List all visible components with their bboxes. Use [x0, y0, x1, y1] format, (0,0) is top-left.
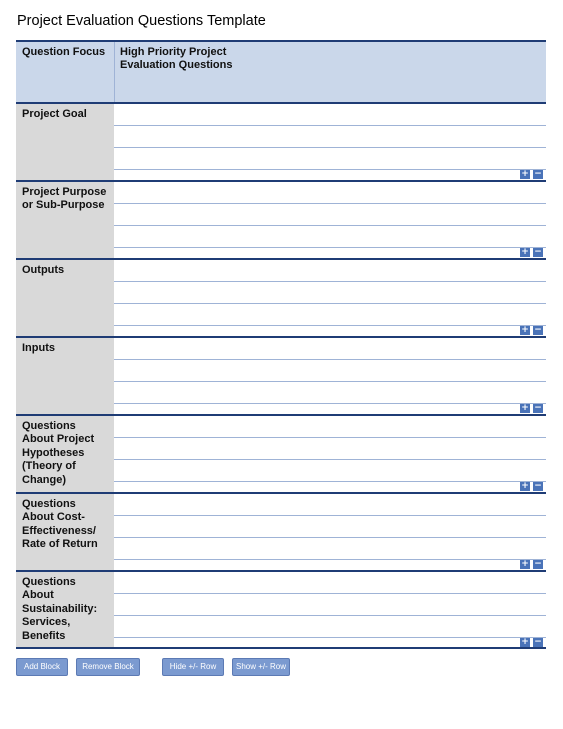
question-focus-cell	[16, 104, 114, 180]
question-focus-label	[22, 498, 98, 552]
question-focus-label-line: About	[22, 589, 54, 602]
question-focus-label-line: About Cost-	[22, 511, 85, 524]
question-block	[16, 570, 546, 648]
remove-row-button[interactable]: −	[534, 325, 542, 335]
question-focus-label-line: Questions	[22, 576, 76, 588]
question-row-divider	[114, 247, 546, 248]
add-row-button[interactable]: +	[521, 403, 529, 413]
question-lines-cell[interactable]	[114, 104, 546, 180]
question-focus-label	[22, 576, 97, 643]
add-row-button[interactable]: +	[521, 247, 529, 257]
question-row-divider	[114, 203, 546, 204]
question-row-divider	[114, 381, 546, 382]
question-focus-cell	[16, 416, 114, 492]
question-focus-label	[22, 186, 106, 213]
row-controls	[520, 170, 543, 179]
question-row-divider	[114, 325, 546, 326]
question-focus-cell	[16, 182, 114, 258]
remove-row-button[interactable]: −	[534, 247, 542, 257]
table-bottom-border	[16, 647, 546, 649]
question-row-divider	[114, 515, 546, 516]
remove-row-button[interactable]: −	[534, 481, 542, 491]
question-block	[16, 492, 546, 570]
remove-row-button[interactable]: −	[534, 403, 542, 413]
question-row-divider	[114, 225, 546, 226]
question-lines-cell[interactable]	[114, 494, 546, 570]
question-focus-label-line: Rate of Return	[22, 538, 98, 551]
question-row-divider	[114, 437, 546, 438]
question-focus-cell	[16, 494, 114, 570]
header-label-line-1: High Priority Project	[120, 46, 227, 58]
question-focus-cell	[16, 260, 114, 336]
question-focus-label-line: About Project	[22, 433, 95, 446]
row-controls	[520, 404, 543, 413]
question-focus-label	[22, 420, 94, 487]
table-header-row	[16, 40, 546, 102]
question-lines-cell[interactable]	[114, 260, 546, 336]
header-label-evaluation-questions	[120, 46, 320, 73]
question-focus-label-line: Services,	[22, 616, 71, 629]
question-row-divider	[114, 125, 546, 126]
page-title: Project Evaluation Questions Template	[17, 13, 266, 29]
question-row-divider	[114, 615, 546, 616]
question-row-divider	[114, 281, 546, 282]
question-lines-cell[interactable]	[114, 338, 546, 414]
question-blocks	[16, 102, 546, 648]
question-lines-cell[interactable]	[114, 182, 546, 258]
question-focus-label-line: Sustainability:	[22, 602, 98, 615]
evaluation-table	[16, 40, 546, 648]
question-focus-label	[22, 342, 55, 355]
question-row-divider	[114, 637, 546, 638]
question-row-divider	[114, 303, 546, 304]
question-block	[16, 414, 546, 492]
show-rows-button[interactable]: Show +/- Row	[232, 658, 290, 676]
question-focus-label-line: Hypotheses	[22, 446, 85, 459]
hide-rows-button[interactable]: Hide +/- Row	[162, 658, 224, 676]
add-row-button[interactable]: +	[521, 325, 529, 335]
row-controls	[520, 482, 543, 491]
question-row-divider	[114, 559, 546, 560]
question-focus-label-line: or Sub-Purpose	[22, 199, 105, 212]
row-controls	[520, 248, 543, 257]
question-row-divider	[114, 459, 546, 460]
question-focus-label	[22, 264, 64, 277]
question-focus-cell	[16, 572, 114, 648]
question-block	[16, 258, 546, 336]
question-focus-label-line: Questions	[22, 420, 76, 432]
question-focus-label-line: Benefits	[22, 629, 66, 642]
add-row-button[interactable]: +	[521, 559, 529, 569]
add-row-button[interactable]: +	[521, 637, 529, 647]
question-lines-cell[interactable]	[114, 416, 546, 492]
add-block-button[interactable]: Add Block	[16, 658, 68, 676]
header-label-question-focus: Question Focus	[22, 46, 106, 58]
question-row-divider	[114, 537, 546, 538]
question-focus-cell	[16, 338, 114, 414]
question-focus-label-line: Outputs	[22, 264, 65, 276]
question-focus-label	[22, 108, 87, 121]
question-row-divider	[114, 593, 546, 594]
row-controls	[520, 638, 543, 647]
question-focus-label-line: Effectiveness/	[22, 524, 96, 537]
question-row-divider	[114, 169, 546, 170]
question-row-divider	[114, 147, 546, 148]
question-focus-label-line: Project Goal	[22, 108, 87, 120]
question-focus-label-line: Inputs	[22, 342, 55, 354]
question-block	[16, 180, 546, 258]
question-focus-label-line: Change)	[22, 473, 66, 486]
question-focus-label-line: (Theory of	[22, 460, 76, 473]
header-label-line-2: Evaluation Questions	[120, 59, 233, 72]
remove-block-button[interactable]: Remove Block	[76, 658, 140, 676]
question-focus-label-line: Project Purpose	[22, 186, 107, 198]
question-row-divider	[114, 481, 546, 482]
question-focus-label-line: Questions	[22, 498, 76, 510]
question-row-divider	[114, 359, 546, 360]
header-cell-question-focus	[16, 42, 115, 102]
row-controls	[520, 326, 543, 335]
add-row-button[interactable]: +	[521, 169, 529, 179]
remove-row-button[interactable]: −	[534, 169, 542, 179]
question-block	[16, 102, 546, 180]
add-row-button[interactable]: +	[521, 481, 529, 491]
question-block	[16, 336, 546, 414]
remove-row-button[interactable]: −	[534, 559, 542, 569]
question-lines-cell[interactable]	[114, 572, 546, 648]
question-row-divider	[114, 403, 546, 404]
row-controls	[520, 560, 543, 569]
remove-row-button[interactable]: −	[534, 637, 542, 647]
